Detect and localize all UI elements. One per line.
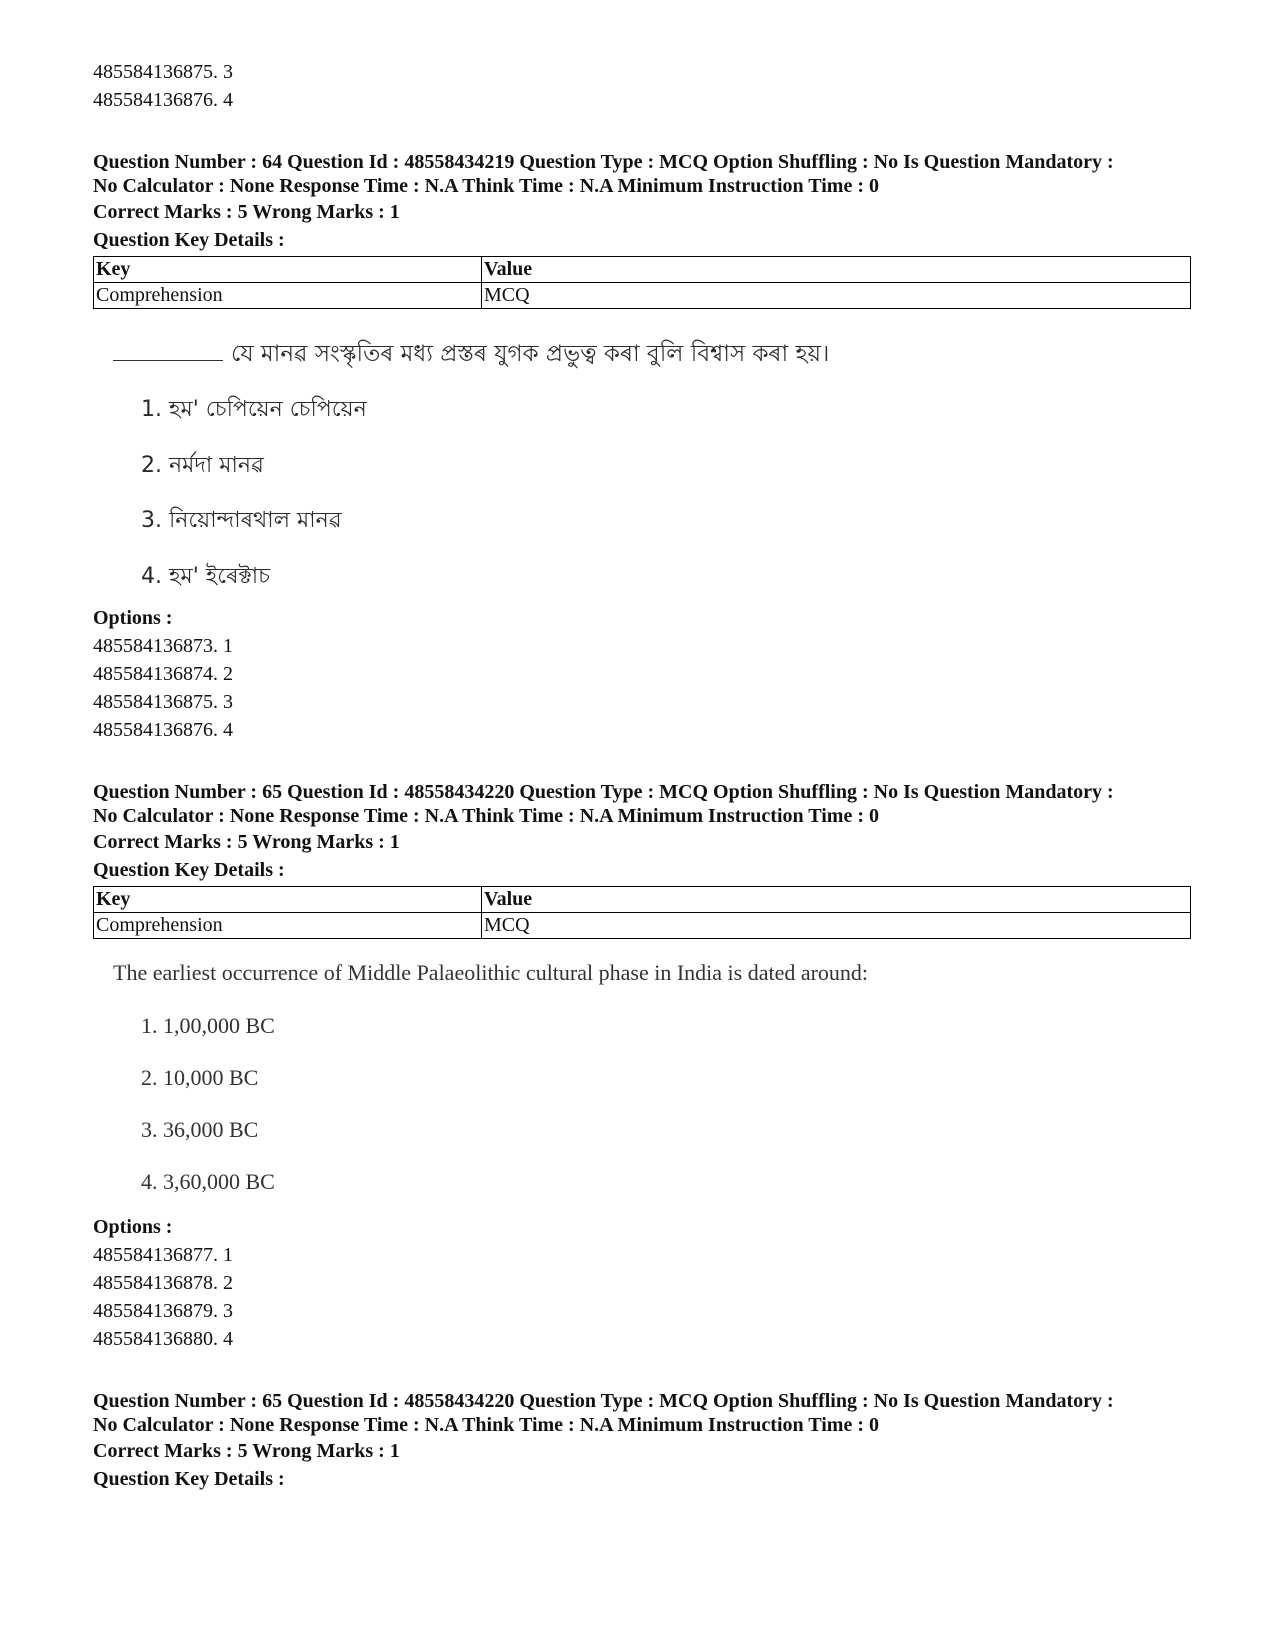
table-cell-key: Comprehension [94, 913, 482, 939]
question-meta-line: Question Number : 64 Question Id : 48558434219 Question Type : MCQ Option Shuffling : No Is Question Mandatory : [93, 151, 1114, 173]
table-header-value: Value [482, 887, 1191, 913]
options-label: Options : [93, 607, 173, 629]
option-line: 485584136880. 4 [93, 1328, 233, 1350]
table-header-key: Key [94, 887, 482, 913]
question-meta-line: No Calculator : None Response Time : N.A Think Time : N.A Minimum Instruction Time : 0 [93, 175, 879, 197]
table-cell-value: MCQ [482, 283, 1191, 309]
option-line: 485584136874. 2 [93, 663, 233, 685]
table-row [94, 913, 1191, 939]
question-stem: The earliest occurrence of Middle Palaeolithic cultural phase in India is dated around: [113, 960, 869, 985]
option-line: 485584136878. 2 [93, 1272, 233, 1294]
question-meta-line: No Calculator : None Response Time : N.A Think Time : N.A Minimum Instruction Time : 0 [93, 1414, 879, 1436]
option-line: 485584136876. 4 [93, 89, 233, 111]
question-meta [93, 1389, 1191, 1437]
table-header-row [94, 887, 1191, 913]
table-header-key: Key [94, 257, 482, 283]
key-details-label: Question Key Details : [93, 229, 285, 251]
question-meta [93, 150, 1191, 198]
table-header-row [94, 257, 1191, 283]
marks-line: Correct Marks : 5 Wrong Marks : 1 [93, 1440, 400, 1462]
choice-item: 2. নৰ্মদা মানৱ [141, 453, 264, 478]
key-details-label: Question Key Details : [93, 859, 285, 881]
choice-item: 1. 1,00,000 BC [141, 1013, 275, 1038]
question-image [93, 958, 1191, 1208]
key-details-table [93, 256, 1191, 309]
choice-item: 2. 10,000 BC [141, 1065, 259, 1090]
option-line: 485584136879. 3 [93, 1300, 233, 1322]
option-line: 485584136875. 3 [93, 691, 233, 713]
question-meta-line: Question Number : 65 Question Id : 48558434220 Question Type : MCQ Option Shuffling : No Is Question Mandatory : [93, 1390, 1114, 1412]
choice-item: 4. 3,60,000 BC [141, 1169, 275, 1194]
question-stem [113, 335, 829, 374]
option-line: 485584136877. 1 [93, 1244, 233, 1266]
choice-item: 4. হম' ইৰেক্টাচ [141, 564, 270, 589]
option-line: 485584136873. 1 [93, 635, 233, 657]
question-meta-line: Question Number : 65 Question Id : 48558434220 Question Type : MCQ Option Shuffling : No Is Question Mandatory : [93, 781, 1114, 803]
table-header-value: Value [482, 257, 1191, 283]
question-meta [93, 780, 1191, 828]
options-label: Options : [93, 1216, 173, 1238]
option-line: 485584136876. 4 [93, 719, 233, 741]
table-row [94, 283, 1191, 309]
key-details-label: Question Key Details : [93, 1468, 285, 1490]
marks-line: Correct Marks : 5 Wrong Marks : 1 [93, 201, 400, 223]
marks-line: Correct Marks : 5 Wrong Marks : 1 [93, 831, 400, 853]
choice-item: 3. নিয়োন্দাৰথাল মানৱ [141, 508, 342, 533]
question-meta-line: No Calculator : None Response Time : N.A Think Time : N.A Minimum Instruction Time : 0 [93, 805, 879, 827]
table-cell-key: Comprehension [94, 283, 482, 309]
answer-blank [113, 360, 223, 361]
question-image [93, 330, 1191, 600]
choice-item: 3. 36,000 BC [141, 1117, 259, 1142]
question-stem-text: যে মানৱ সংস্কৃতিৰ মধ্য প্ৰস্তৰ যুগক প্ৰভুত্ব কৰা বুলি বিশ্বাস কৰা হয়। [231, 341, 830, 367]
table-cell-value: MCQ [482, 913, 1191, 939]
choice-item: 1. হম' চেপিয়েন চেপিয়েন [141, 397, 367, 422]
key-details-table [93, 886, 1191, 939]
option-line: 485584136875. 3 [93, 61, 233, 83]
